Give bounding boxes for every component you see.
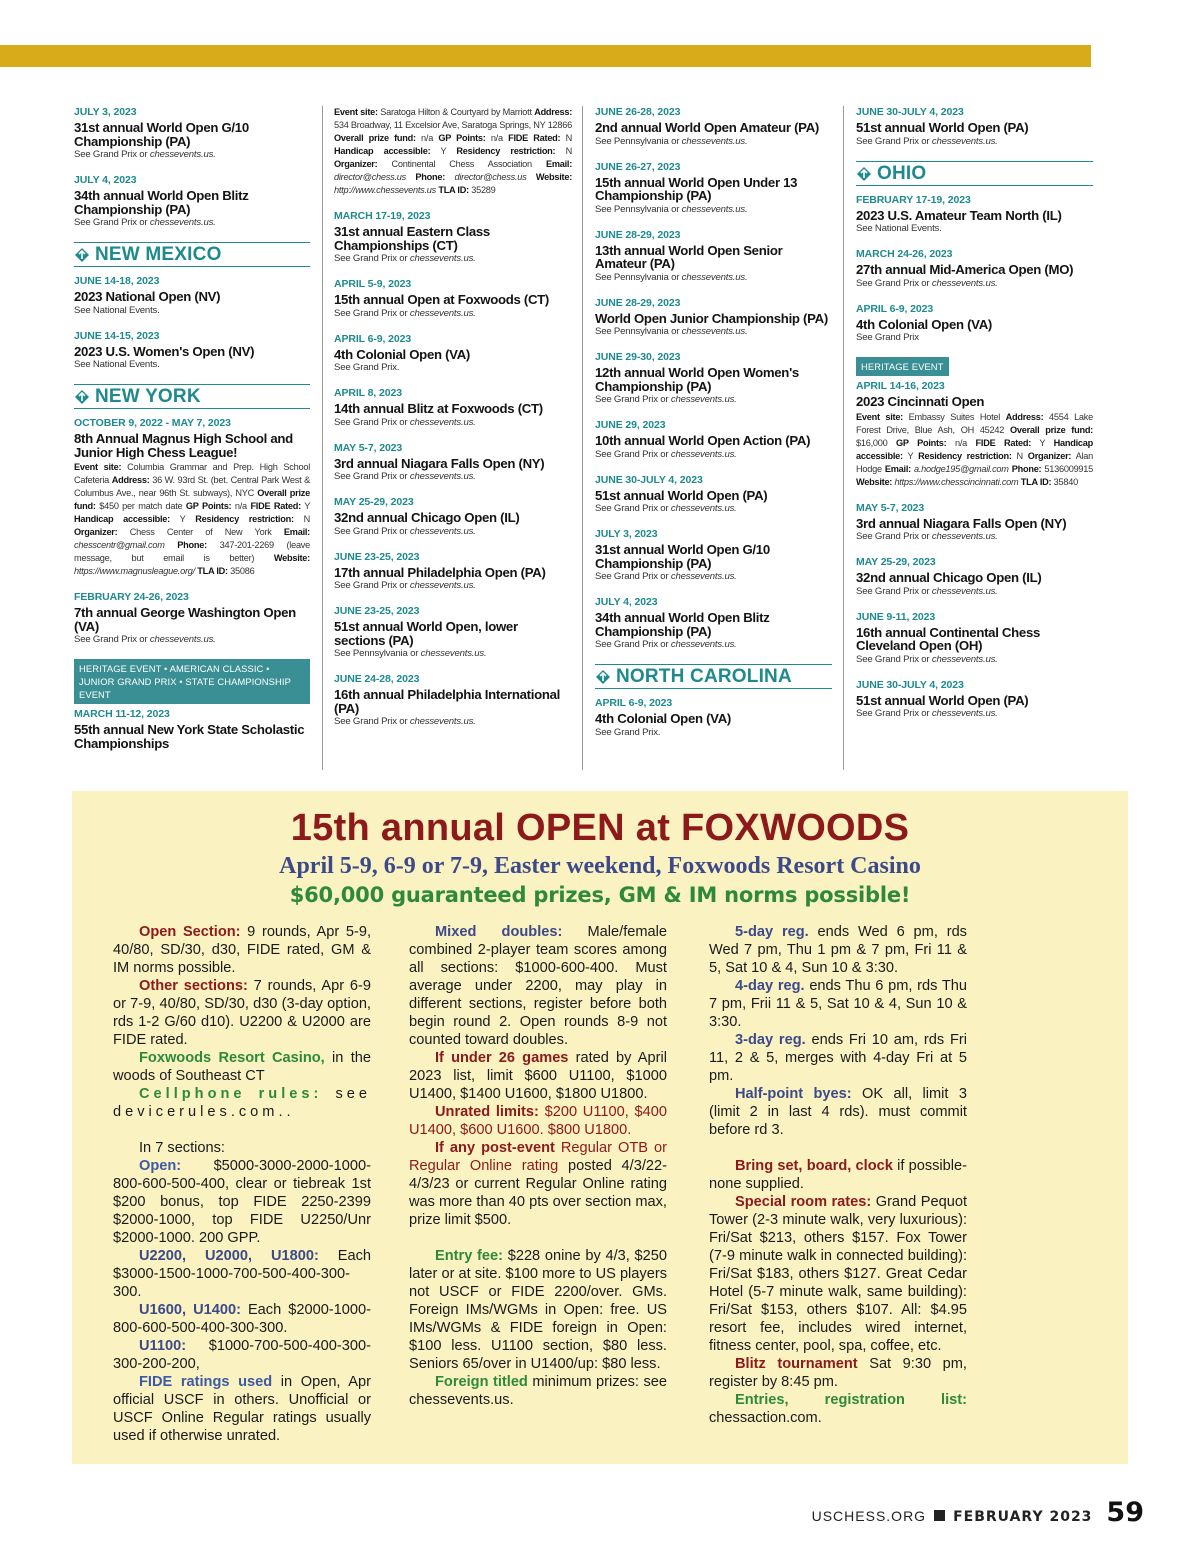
listing-column-4	[843, 106, 1093, 770]
event-entry	[334, 551, 572, 593]
event-note: See Grand Prix or chessevents.us.	[595, 571, 737, 582]
ad-title: 15th annual OPEN at FOXWOODS	[290, 807, 910, 849]
event-date: JUNE 30-JULY 4, 2023	[856, 106, 964, 118]
event-date: JULY 4, 2023	[74, 174, 137, 186]
event-entry	[595, 351, 832, 406]
event-note: See Grand Prix.	[595, 726, 661, 738]
ad-paragraph: If under 26 games rated by April 2023 list, limit $600 U1100, $1000 U1400, $1400 U1600, $1800 U1800.	[409, 1050, 668, 1102]
footer-issue: FEBRUARY 2023	[953, 1509, 1093, 1525]
event-entry	[595, 297, 832, 339]
event-date: MAY 25-29, 2023	[856, 556, 936, 568]
event-date: JUNE 26-27, 2023	[595, 160, 681, 173]
state-header-new-mexico	[74, 242, 310, 267]
heritage-event-badge: HERITAGE EVENT • AMERICAN CLASSIC • JUNIOR GRAND PRIX • STATE CHAMPIONSHIP EVENT	[74, 659, 310, 704]
listing-column-3	[582, 106, 832, 770]
ad-paragraph: Open: $5000-3000-2000-1000-800-600-500-400, clear or tiebreak 1st $200 bonus, top FIDE 2250-2399 $2000-1000, top FIDE U2250/Unr $2000-1000. 200 GPP.	[113, 1158, 371, 1246]
state-header-ohio	[856, 161, 1093, 186]
event-note: See Grand Prix.	[334, 362, 400, 373]
page-footer	[812, 1497, 1144, 1528]
ad-paragraph: If any post-event Regular OTB or Regular Online rating posted 4/3/22-4/3/23 or current Regular Online rating was more than 40 pts over section max, prize limit $500.	[409, 1140, 667, 1228]
ad-paragraph: In 7 sections:	[139, 1140, 225, 1156]
ad-column-2	[409, 923, 667, 1409]
event-note: See Grand Prix or chessevents.us.	[334, 525, 476, 537]
ad-paragraph: U1100: $1000-700-500-400-300-300-200-200,	[113, 1338, 371, 1372]
event-entry	[595, 697, 832, 739]
ad-paragraph: Open Section: 9 rounds, Apr 5-9, 40/80, SD/30, d30, FIDE rated, GM & IM norms possible.	[113, 924, 371, 976]
event-title: 14th annual Blitz at Foxwoods (CT)	[334, 401, 543, 416]
event-entry	[334, 442, 572, 484]
event-date: JUNE 26-28, 2023	[595, 106, 681, 118]
event-note: See Grand Prix or chessevents.us.	[334, 416, 476, 428]
event-date: JULY 3, 2023	[595, 528, 658, 540]
event-entry	[74, 330, 310, 372]
event-title: 2023 National Open (NV)	[74, 289, 221, 304]
event-date: MARCH 24-26, 2023	[856, 248, 953, 260]
event-note: See Pennsylvania or chessevents.us.	[595, 203, 748, 215]
event-entry	[74, 591, 310, 646]
event-entry	[334, 387, 572, 429]
event-title: 31st annual World Open G/10 Championship (PA)	[595, 542, 770, 571]
ad-paragraph: 4-day reg. ends Thu 6 pm, rds Thu 7 pm, Frii 11 & 5, Sat 10 & 4, Sun 10 & 3:30.	[709, 978, 967, 1030]
event-entry	[74, 275, 310, 317]
event-title: 17th annual Philadelphia Open (PA)	[334, 564, 546, 580]
event-title: 34th annual World Open Blitz Championship (PA)	[595, 610, 770, 639]
event-note: See National Events.	[74, 359, 160, 370]
ad-paragraph: Entry fee: $228 onine by 4/3, $250 later or at site. $100 more to US players not USCF or FIDE 2200/over. GMs. Foreign IMs/WGMs in Open: free. US IMs/WGMs & FIDE foreign in Open: $100 less. U1100 section, $80 less. Seniors 65/over in U1400/up: $80 less.	[409, 1248, 667, 1372]
event-note: See Grand Prix or chessevents.us.	[856, 708, 998, 719]
event-entry	[595, 474, 832, 516]
event-note: See Pennsylvania or chessevents.us.	[595, 271, 748, 283]
event-date: JULY 4, 2023	[595, 596, 658, 608]
state-header-north-carolina	[595, 664, 832, 689]
event-date: MAY 25-29, 2023	[334, 496, 414, 508]
event-entry	[595, 161, 832, 216]
event-title: 51st annual World Open (PA)	[856, 692, 1029, 708]
event-title: 51st annual World Open (PA)	[595, 487, 768, 503]
ad-column-1	[113, 923, 371, 1445]
event-entry	[334, 496, 572, 538]
event-date: MARCH 17-19, 2023	[334, 210, 431, 222]
event-note: See Grand Prix or chessevents.us.	[74, 634, 216, 645]
event-title: 32nd annual Chicago Open (IL)	[856, 570, 1042, 585]
event-note: See Pennsylvania or chessevents.us.	[595, 326, 748, 337]
event-entry	[595, 596, 832, 651]
ad-paragraph: Foreign titled minimum prizes: see chessevents.us.	[409, 1374, 667, 1408]
event-title: 8th Annual Magnus High School and Junior High Chess League!	[74, 431, 293, 460]
event-note: See Pennsylvania or chessevents.us.	[334, 648, 487, 659]
event-note: See Grand Prix or chessevents.us.	[595, 503, 737, 514]
event-entry	[334, 278, 572, 320]
ad-paragraph: Bring set, board, clock if possible- none supplied.	[709, 1158, 967, 1192]
event-date: MARCH 11-12, 2023	[74, 708, 170, 720]
ad-paragraph: Other sections: 7 rounds, Apr 6-9 or 7-9, 40/80, SD/30, d30 (3-day option, rds 1-2 G/60 d10). U2200 & U2000 are FIDE rated.	[113, 978, 372, 1048]
event-title: 51st annual World Open (PA)	[856, 120, 1029, 135]
ad-paragraph: Half-point byes: OK all, limit 3 (limit 2 in last 4 rds). must commit before rd 3.	[709, 1086, 967, 1138]
event-note: See Grand Prix or chessevents.us.	[856, 277, 998, 289]
event-date: JUNE 23-25, 2023	[334, 605, 420, 617]
event-title: 2nd annual World Open Amateur (PA)	[595, 120, 820, 135]
event-title: 7th annual George Washington Open (VA)	[74, 605, 296, 634]
event-title: World Open Junior Championship (PA)	[595, 310, 828, 326]
event-note: See Pennsylvania or chessevents.us.	[595, 135, 748, 147]
event-note: See Grand Prix or chessevents.us.	[334, 253, 476, 264]
event-date: APRIL 8, 2023	[334, 387, 402, 399]
event-date: JUNE 30-JULY 4, 2023	[595, 473, 703, 486]
event-note: See Grand Prix or chessevents.us.	[74, 149, 216, 160]
event-entry	[595, 106, 832, 148]
event-title: 51st annual World Open, lower sections (PA)	[334, 619, 518, 648]
event-date: JUNE 28-29, 2023	[595, 228, 681, 241]
state-header-new-york	[74, 384, 310, 409]
event-note: See Grand Prix or chessevents.us.	[595, 639, 737, 650]
event-entry	[74, 708, 310, 750]
event-entry	[334, 605, 572, 660]
event-note: See Grand Prix or chessevents.us.	[856, 531, 998, 542]
event-date: MAY 5-7, 2023	[856, 501, 925, 514]
square-divider-icon	[934, 1510, 945, 1521]
event-note: See Grand Prix or chessevents.us.	[334, 307, 476, 319]
event-title: 15th annual Open at Foxwoods (CT)	[334, 292, 550, 307]
state-name: NORTH CAROLINA	[616, 666, 792, 687]
ad-paragraph: Entries, registration list: chessaction.com.	[709, 1392, 967, 1426]
state-name: OHIO	[877, 162, 927, 184]
event-entry	[595, 419, 832, 461]
footer-site: USCHESS.ORG	[811, 1508, 927, 1524]
event-date: JUNE 30-JULY 4, 2023	[856, 678, 964, 691]
event-title: 10th annual World Open Action (PA)	[595, 433, 811, 448]
event-title: 16th annual Philadelphia International (PA)	[334, 687, 561, 716]
event-date: APRIL 6-9, 2023	[856, 302, 934, 315]
event-title: 3rd annual Niagara Falls Open (NY)	[334, 455, 545, 471]
event-title: 12th annual World Open Women's Championship (PA)	[595, 365, 799, 394]
event-details: Event site: Columbia Grammar and Prep. High School Cafeteria Address: 36 W. 93rd St. (bet. Central Park West & Columbus Ave., near 96th St. subways), NYC Overall prize fund: $450 per match date GP Points: n/a FIDE Rated: Y Handicap accessible: Y Residency restriction: N Organizer: Chess Center of New York Email: chesscentr@gmail.com Phone: 347-201-2269 (leave message, but email is better) Website: https://www.magnusleague.org/ TLA ID: 35086	[74, 462, 311, 576]
state-name: NEW MEXICO	[95, 244, 222, 265]
event-title: 15th annual World Open Under 13 Championship (PA)	[595, 174, 798, 203]
event-note: See Grand Prix or chessevents.us.	[334, 716, 476, 727]
event-title: 3rd annual Niagara Falls Open (NY)	[856, 515, 1067, 531]
event-title: 31st annual World Open G/10 Championship (PA)	[74, 120, 249, 149]
state-name: NEW YORK	[95, 386, 201, 407]
event-title: 27th annual Mid-America Open (MO)	[856, 262, 1074, 277]
ad-paragraph: U2200, U2000, U1800: Each $3000-1500-1000-700-500-400-300-300.	[113, 1248, 371, 1300]
event-date: APRIL 14-16, 2023	[856, 380, 945, 392]
event-note: See Grand Prix or chessevents.us.	[856, 135, 998, 147]
event-note: See National Events.	[74, 304, 160, 316]
event-title: 16th annual Continental Chess Cleveland Open (OH)	[856, 624, 1041, 653]
event-note: See Grand Prix or chessevents.us.	[334, 471, 476, 482]
event-note: See Grand Prix or chessevents.us.	[856, 653, 998, 665]
ad-paragraph: Unrated limits: $200 U1100, $400 U1400, $600 U1600. $800 U1800.	[409, 1104, 667, 1138]
ad-paragraph: Cellphone rules: see devicerules.com..	[113, 1086, 371, 1120]
event-entry	[856, 248, 1093, 290]
event-entry	[856, 502, 1093, 544]
event-title: 13th annual World Open Senior Amateur (PA)	[595, 242, 783, 271]
event-title: 34th annual World Open Blitz Championship (PA)	[74, 188, 249, 217]
event-date: JUNE 24-28, 2023	[334, 673, 420, 685]
listing-column-2	[322, 106, 572, 770]
event-note: See National Events.	[856, 223, 942, 234]
event-title: 4th Colonial Open (VA)	[856, 316, 993, 332]
event-note: See Grand Prix or chessevents.us.	[595, 394, 737, 405]
ad-paragraph: FIDE ratings used in Open, Apr official USCF in others. Unofficial or USCF Online Regular ratings usually used if otherwise unrated.	[113, 1374, 371, 1444]
event-entry	[334, 333, 572, 375]
event-entry	[334, 106, 572, 197]
event-title: 31st annual Eastern Class Championships (CT)	[334, 224, 490, 253]
listing-column-1	[74, 106, 310, 763]
event-title: 2023 U.S. Amateur Team North (IL)	[856, 207, 1062, 223]
event-date: APRIL 6-9, 2023	[595, 697, 673, 709]
ad-column-3	[709, 923, 967, 1427]
event-entry	[856, 380, 1093, 489]
event-date: JUNE 28-29, 2023	[595, 296, 681, 309]
event-date: FEBRUARY 24-26, 2023	[74, 591, 189, 603]
event-entry	[74, 174, 310, 229]
event-note: See Grand Prix or chessevents.us.	[334, 580, 476, 591]
event-date: JUNE 14-18, 2023	[74, 275, 160, 287]
event-entry	[595, 528, 832, 583]
ad-paragraph: Blitz tournament Sat 9:30 pm, register by 8:45 pm.	[709, 1356, 967, 1390]
ad-paragraph: Special room rates: Grand Pequot Tower (2-3 minute walk, very luxurious): Fri/Sat $213, others $157. Fox Tower (7-9 minute walk in connected building): Fri/Sat $183, others $127. Great Cedar Hotel (5-7 minute walk, same building): Fri/Sat $153, others $107. All: $4.95 resort fee, includes wired internet, fitness center, pool, spa, coffee, etc.	[709, 1194, 967, 1354]
event-date: JUNE 23-25, 2023	[334, 550, 420, 563]
event-entry	[856, 303, 1093, 345]
event-date: JUNE 29-30, 2023	[595, 351, 681, 363]
event-entry	[856, 679, 1093, 721]
event-title: 4th Colonial Open (VA)	[334, 346, 471, 362]
event-entry	[856, 611, 1093, 666]
event-date: JUNE 29, 2023	[595, 419, 666, 431]
event-entry	[856, 106, 1093, 148]
event-date: APRIL 6-9, 2023	[334, 332, 412, 345]
event-title: 32nd annual Chicago Open (IL)	[334, 510, 520, 525]
event-title: 2023 Cincinnati Open	[856, 394, 985, 409]
event-date: JUNE 9-11, 2023	[856, 610, 936, 623]
ad-subtitle: April 5-9, 6-9 or 7-9, Easter weekend, Foxwoods Resort Casino	[279, 853, 921, 879]
ad-paragraph: Mixed doubles: Male/female combined 2-player team scores among all sections: $1000-600-400. Must average under 2200, may play in different sections, register before both begin round 2. Open rounds 8-9 not counted toward doubles.	[409, 924, 668, 1048]
event-date: APRIL 5-9, 2023	[334, 278, 412, 290]
event-entry	[856, 556, 1093, 598]
event-date: OCTOBER 9, 2022 - MAY 7, 2023	[74, 417, 231, 429]
ad-paragraph: 5-day reg. ends Wed 6 pm, rds Wed 7 pm, Thu 1 pm & 7 pm, Fri 11 & 5, Sat 10 & 4, Sun 10 & 3:30.	[709, 924, 967, 976]
heritage-event-badge: HERITAGE EVENT	[856, 357, 949, 376]
event-date: MAY 5-7, 2023	[334, 441, 403, 454]
event-entry	[74, 417, 310, 578]
event-entry	[334, 673, 572, 728]
top-color-bar	[0, 45, 1091, 67]
state-marker-icon	[856, 166, 872, 182]
event-entry	[856, 194, 1093, 236]
event-note: See Grand Prix or chessevents.us.	[856, 585, 998, 597]
event-note: See Grand Prix or chessevents.us.	[595, 448, 737, 460]
event-date: JUNE 14-15, 2023	[74, 329, 160, 342]
state-marker-icon	[595, 669, 611, 685]
event-date: JULY 3, 2023	[74, 106, 137, 118]
event-entry	[334, 210, 572, 265]
ad-paragraph: U1600, U1400: Each $2000-1000-800-600-500-400-300-300.	[113, 1302, 371, 1336]
event-title: 2023 U.S. Women's Open (NV)	[74, 343, 255, 359]
event-entry	[74, 106, 310, 161]
event-entry	[595, 229, 832, 284]
event-details: Event site: Saratoga Hilton & Courtyard by Marriott Address: 534 Broadway, 11 Excelsior Ave, Saratoga Springs, NY 12866 Overall prize fund: n/a GP Points: n/a FIDE Rated: N Handicap accessible: Y Residency restriction: N Organizer: Continental Chess Association Email: director@chess.us Phone: director@chess.us Website: http://www.chessevents.us TLA ID: 35289	[334, 107, 573, 195]
event-title: 4th Colonial Open (VA)	[595, 711, 732, 726]
event-note: See Grand Prix or chessevents.us.	[74, 217, 216, 228]
ad-paragraph: Foxwoods Resort Casino, in the woods of Southeast CT	[113, 1050, 371, 1084]
state-marker-icon	[74, 389, 90, 405]
ad-tagline: $60,000 guaranteed prizes, GM & IM norms possible!	[289, 883, 911, 907]
event-note: See Grand Prix	[856, 332, 919, 343]
page-number: 59	[1106, 1497, 1144, 1528]
event-title: 55th annual New York State Scholastic Championships	[74, 722, 305, 751]
ad-paragraph: 3-day reg. ends Fri 10 am, rds Fri 11, 2 & 5, merges with 4-day Fri at 5 pm.	[709, 1032, 967, 1084]
state-marker-icon	[74, 247, 90, 263]
event-details: Event site: Embassy Suites Hotel Address: 4554 Lake Forest Drive, Blue Ash, OH 45242 Overall prize fund: $16,000 GP Points: n/a FIDE Rated: Y Handicap accessible: Y Residency restriction: N Organizer: Alan Hodge Email: a.hodge195@gmail.com Phone: 5136009915 Website: https://www.chesscincinnati.com TLA ID: 35840	[856, 411, 1094, 487]
event-date: FEBRUARY 17-19, 2023	[856, 193, 971, 206]
